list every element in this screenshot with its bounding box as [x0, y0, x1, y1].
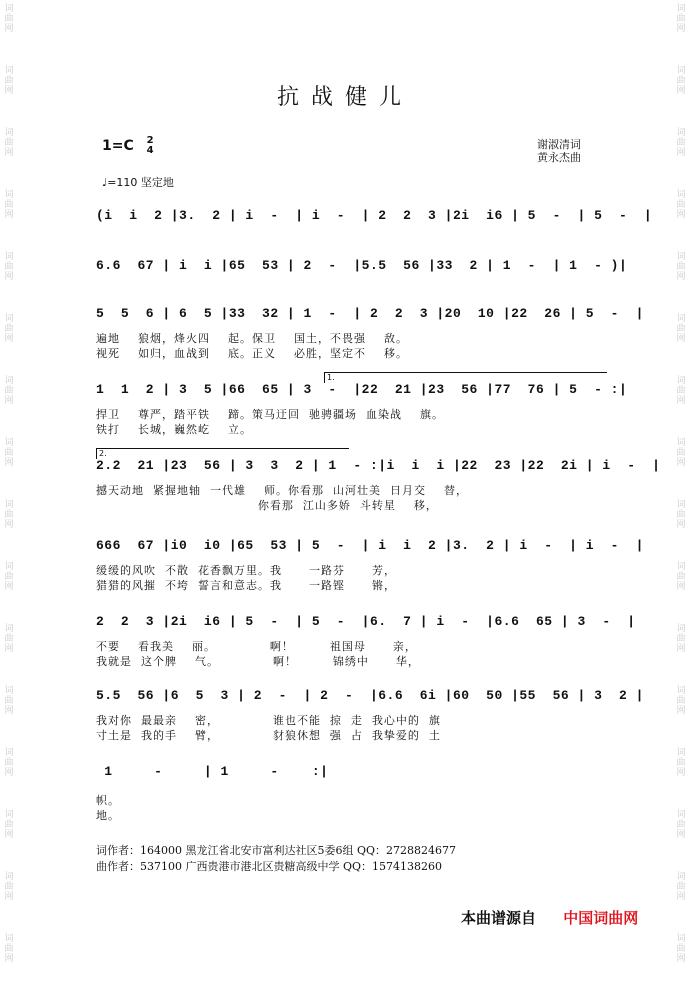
- notation-line: 1 1 2 | 3 5 |66 65 | 3 - |22 21 |23 56 |77 76 | 5 - :|: [96, 382, 628, 397]
- watermark-char: 网: [4, 148, 14, 158]
- watermark-group: [2, 372, 16, 434]
- score-row: [96, 688, 644, 758]
- source-line: [461, 907, 638, 928]
- watermark-char: 曲: [4, 634, 14, 644]
- watermark-char: 曲: [676, 510, 686, 520]
- watermark-char: 网: [4, 644, 14, 654]
- watermark-char: 词: [4, 500, 14, 510]
- watermark-char: 曲: [676, 200, 686, 210]
- watermark-char: 曲: [4, 448, 14, 458]
- key-signature: [102, 136, 154, 156]
- watermark-char: 网: [4, 582, 14, 592]
- watermark-char: 曲: [676, 944, 686, 954]
- lyric-line: 我对你 最最亲 密， 谁也不能 掠 走 我心中的 旗: [96, 714, 441, 727]
- watermark-char: 曲: [676, 14, 686, 24]
- watermark-char: 网: [4, 892, 14, 902]
- lyric-line: 猎猎的风摧 不垮 誓言和意志。我 一路铿 锵，: [96, 579, 396, 592]
- watermark-char: 词: [676, 376, 686, 386]
- lyric-line: 地。: [96, 809, 120, 822]
- watermark-group: [674, 868, 688, 930]
- watermark-char: 词: [676, 314, 686, 324]
- watermark-group: [2, 124, 16, 186]
- score-row: [96, 538, 644, 608]
- lyric-line: 你看那 江山多娇 斗转星 移，: [96, 499, 438, 512]
- watermark-group: [2, 496, 16, 558]
- score-row: [96, 614, 636, 684]
- watermark-char: 网: [4, 396, 14, 406]
- time-signature: [147, 136, 154, 156]
- watermark-group: [674, 806, 688, 868]
- watermark-char: 网: [4, 954, 14, 964]
- watermark-char: 曲: [4, 14, 14, 24]
- watermark-char: 词: [4, 314, 14, 324]
- watermark-char: 词: [4, 252, 14, 262]
- watermark-group: [2, 0, 16, 62]
- volta-first-ending: 1.: [324, 372, 607, 383]
- watermark-char: 曲: [4, 262, 14, 272]
- watermark-char: 网: [676, 582, 686, 592]
- watermark-group: [2, 930, 16, 992]
- lyric-line: 遍地 狼烟，烽火四 起。保卫 国土，不畏强 敌。: [96, 332, 408, 345]
- watermark-group: [2, 434, 16, 496]
- watermark-char: 网: [4, 86, 14, 96]
- watermark-char: 曲: [4, 882, 14, 892]
- score-row: [96, 306, 644, 376]
- notation-line: 666 67 |i0 i0 |65 53 | 5 - | i i 2 |3. 2 | i - | i - |: [96, 538, 644, 553]
- watermark-char: 曲: [4, 76, 14, 86]
- watermark-group: [674, 496, 688, 558]
- score-row: [96, 458, 661, 528]
- watermark-group: [674, 620, 688, 682]
- lyric-line: 铁打 长城，巍然屹 立。: [96, 423, 252, 436]
- watermark-char: 词: [676, 748, 686, 758]
- watermark-char: 词: [4, 562, 14, 572]
- watermark-char: 词: [676, 624, 686, 634]
- watermark-char: 曲: [676, 262, 686, 272]
- volta-second-ending: 2.: [96, 448, 349, 459]
- watermark-char: 网: [676, 210, 686, 220]
- watermark-group: [674, 186, 688, 248]
- watermark-char: 词: [4, 190, 14, 200]
- watermark-char: 词: [676, 438, 686, 448]
- watermark-group: [2, 806, 16, 868]
- lyric-line: 视死 如归，血战到 底。正义 必胜，坚定不 移。: [96, 347, 408, 360]
- notation-line: 5 5 6 | 6 5 |33 32 | 1 - | 2 2 3 |20 10 |22 26 | 5 - |: [96, 306, 644, 321]
- watermark-char: 词: [4, 66, 14, 76]
- watermark-char: 网: [4, 334, 14, 344]
- watermark-char: 曲: [676, 572, 686, 582]
- watermark-group: [674, 372, 688, 434]
- watermark-char: 网: [676, 706, 686, 716]
- watermark-char: 网: [4, 272, 14, 282]
- source-site[interactable]: 中国词曲网: [563, 909, 639, 927]
- time-sig-bottom: 4: [146, 145, 154, 156]
- watermark-group: [674, 930, 688, 992]
- watermark-char: 曲: [676, 634, 686, 644]
- watermark-char: 词: [676, 810, 686, 820]
- watermark-char: 词: [4, 934, 14, 944]
- lyric-line: 不要 看我美 丽。 啊！ 祖国母 亲，: [96, 640, 417, 653]
- notation-line: (i i 2 |3. 2 | i - | i - | 2 2 3 |2i i6 | 5 - | 5 - |: [96, 208, 653, 223]
- watermark-char: 曲: [676, 448, 686, 458]
- watermark-char: 词: [676, 190, 686, 200]
- lyricist-credit: 谢淑清词: [537, 138, 581, 151]
- watermark-char: 网: [4, 520, 14, 530]
- watermark-char: 网: [676, 458, 686, 468]
- watermark-char: 曲: [4, 324, 14, 334]
- watermark-char: 网: [676, 334, 686, 344]
- watermark-char: 曲: [4, 820, 14, 830]
- watermark-char: 词: [4, 4, 14, 14]
- watermark-char: 网: [676, 768, 686, 778]
- watermark-group: [2, 744, 16, 806]
- notation-line: 6.6 67 | i i |65 53 | 2 - |5.5 56 |33 2 | 1 - | 1 - )|: [96, 258, 628, 273]
- watermark-char: 词: [4, 810, 14, 820]
- watermark-char: 网: [676, 954, 686, 964]
- composer-credit: 黄永杰曲: [537, 151, 581, 164]
- watermark-group: [674, 310, 688, 372]
- lyric-line: 捍卫 尊严，踏平铁 蹄。策马迂回 驰骋疆场 血染战 旗。: [96, 408, 444, 421]
- watermark-char: 曲: [4, 572, 14, 582]
- watermark-char: 词: [4, 686, 14, 696]
- watermark-char: 网: [676, 396, 686, 406]
- watermark-char: 曲: [4, 944, 14, 954]
- watermark-char: 网: [4, 768, 14, 778]
- watermark-group: [674, 124, 688, 186]
- watermark-char: 网: [676, 24, 686, 34]
- watermark-char: 曲: [676, 820, 686, 830]
- watermark-char: 网: [676, 520, 686, 530]
- lyric-line: 寸土是 我的手 臂， 豺狼休想 强 占 我挚爱的 土: [96, 729, 441, 742]
- watermark-char: 网: [4, 830, 14, 840]
- watermark-char: 网: [676, 644, 686, 654]
- watermark-group: [674, 248, 688, 310]
- watermark-char: 词: [4, 872, 14, 882]
- watermark-char: 词: [4, 128, 14, 138]
- watermark-char: 词: [676, 66, 686, 76]
- watermark-group: [2, 682, 16, 744]
- score-row: [96, 764, 606, 834]
- watermark-char: 词: [676, 562, 686, 572]
- watermark-char: 曲: [4, 510, 14, 520]
- watermark-char: 曲: [676, 138, 686, 148]
- time-sig-top: 2: [146, 135, 154, 146]
- source-label: 本曲谱源自: [461, 909, 537, 927]
- song-title: 抗战健儿: [276, 85, 413, 110]
- watermark-group: [2, 186, 16, 248]
- watermark-char: 曲: [4, 138, 14, 148]
- watermark-right: [674, 0, 688, 964]
- footer-lyricist-info: 词作者：164000 黑龙江省北安市富利达社区5委6组 QQ：2728824677: [96, 844, 457, 857]
- watermark-char: 曲: [676, 324, 686, 334]
- watermark-char: 词: [4, 438, 14, 448]
- watermark-char: 网: [676, 892, 686, 902]
- watermark-char: 网: [4, 706, 14, 716]
- watermark-group: [674, 558, 688, 620]
- watermark-char: 网: [676, 148, 686, 158]
- watermark-group: [2, 558, 16, 620]
- watermark-char: 曲: [4, 758, 14, 768]
- lyric-line: 帜。: [96, 794, 120, 807]
- watermark-group: [2, 868, 16, 930]
- watermark-char: 词: [676, 500, 686, 510]
- watermark-group: [2, 310, 16, 372]
- watermark-char: 词: [676, 934, 686, 944]
- watermark-char: 词: [4, 624, 14, 634]
- watermark-char: 曲: [676, 386, 686, 396]
- watermark-char: 词: [676, 872, 686, 882]
- watermark-char: 曲: [4, 200, 14, 210]
- watermark-char: 词: [676, 4, 686, 14]
- watermark-group: [674, 0, 688, 62]
- watermark-char: 曲: [4, 696, 14, 706]
- watermark-char: 词: [676, 686, 686, 696]
- watermark-char: 网: [676, 830, 686, 840]
- tempo-marking: ♩=110 坚定地: [102, 176, 174, 189]
- footer-composer-info: 曲作者：537100 广西贵港市港北区贵糖高级中学 QQ：1574138260: [96, 860, 443, 873]
- watermark-char: 词: [676, 128, 686, 138]
- notation-line: 2 2 3 |2i i6 | 5 - | 5 - |6. 7 | i - |6.6 65 | 3 - |: [96, 614, 636, 629]
- score-row: [96, 382, 628, 452]
- watermark-char: 网: [4, 210, 14, 220]
- watermark-char: 词: [4, 376, 14, 386]
- notation-line: 1 - | 1 - :|: [96, 764, 329, 779]
- credits: [537, 138, 581, 164]
- watermark-char: 网: [676, 272, 686, 282]
- lyric-line: 我就是 这个脾 气。 啊！ 锦绣中 华，: [96, 655, 420, 668]
- lyric-line: 撼天动地 紧握地轴 一代雄 师。你看那 山河壮美 日月交 替，: [96, 484, 468, 497]
- watermark-group: [674, 744, 688, 806]
- watermark-char: 曲: [676, 696, 686, 706]
- lyric-line: 缓缓的风吹 不散 花香飘万里。我 一路芬 芳，: [96, 564, 396, 577]
- watermark-char: 词: [676, 252, 686, 262]
- key-label: 1=C: [102, 138, 134, 154]
- watermark-group: [674, 682, 688, 744]
- watermark-char: 曲: [676, 758, 686, 768]
- watermark-group: [674, 434, 688, 496]
- watermark-left: [2, 0, 16, 964]
- watermark-char: 曲: [676, 882, 686, 892]
- notation-line: 5.5 56 |6 5 3 | 2 - | 2 - |6.6 6i |60 50 |55 56 | 3 2 |: [96, 688, 644, 703]
- notation-line: 2.2 21 |23 56 | 3 3 2 | 1 - :|i i i |22 23 |22 2i | i - |: [96, 458, 661, 473]
- watermark-char: 词: [4, 748, 14, 758]
- watermark-char: 网: [676, 86, 686, 96]
- watermark-group: [2, 620, 16, 682]
- watermark-group: [2, 248, 16, 310]
- watermark-char: 曲: [4, 386, 14, 396]
- watermark-char: 曲: [676, 76, 686, 86]
- watermark-char: 网: [4, 458, 14, 468]
- watermark-char: 网: [4, 24, 14, 34]
